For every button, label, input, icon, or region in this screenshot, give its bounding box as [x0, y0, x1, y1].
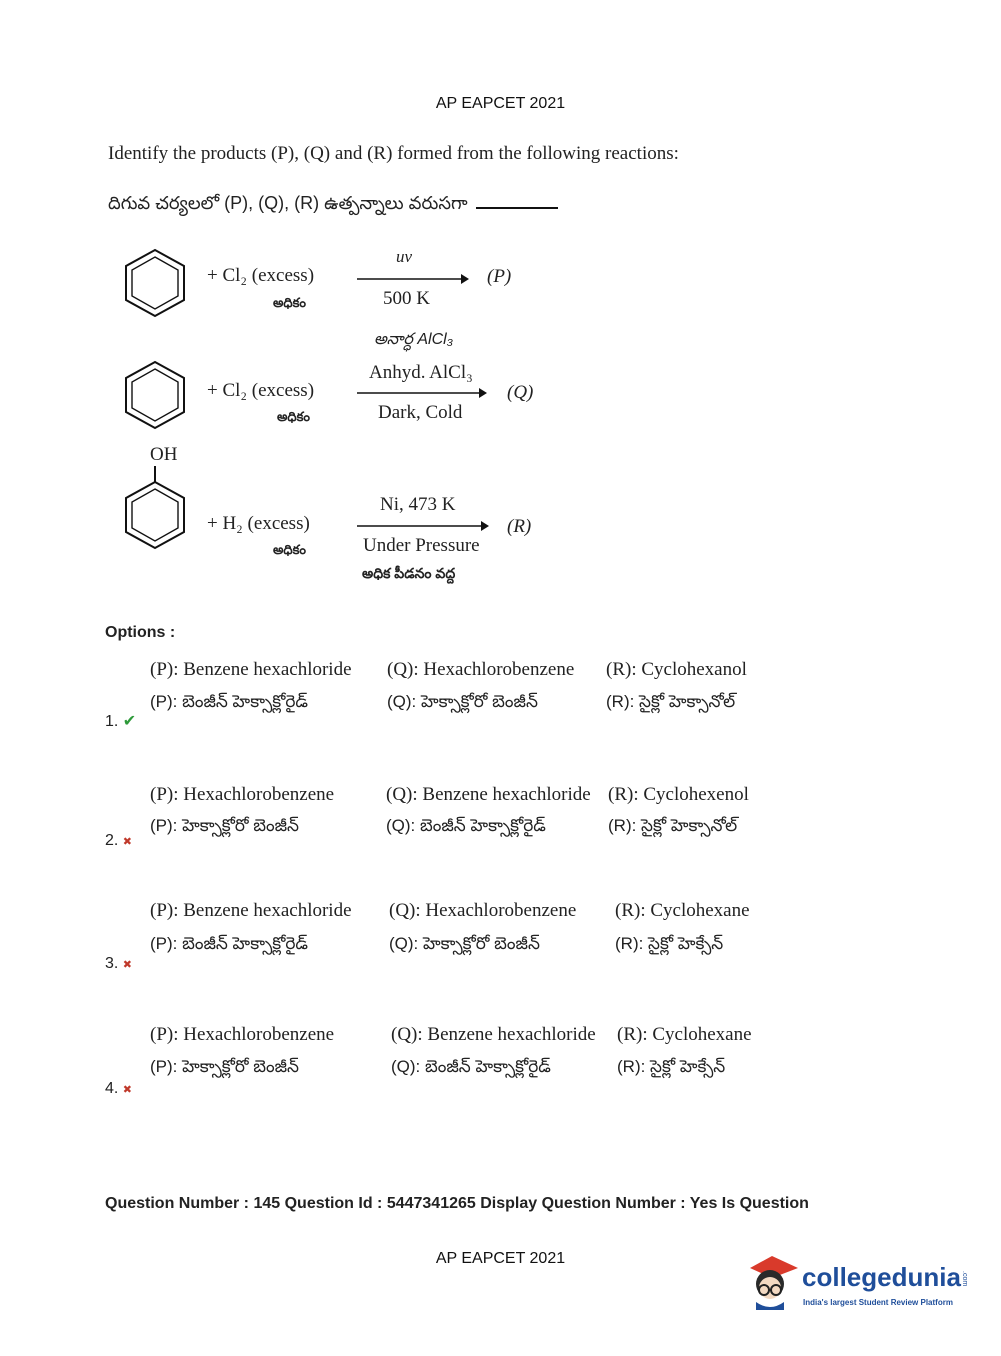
- option-1-p: (P): Benzene hexachloride: [150, 659, 352, 680]
- brand-wordmark: [802, 1262, 968, 1293]
- option-2-r-telugu: (R): సైక్లో హెక్సానోల్: [608, 816, 738, 835]
- benzene-ring-1: [118, 246, 192, 320]
- page-header: AP EAPCET 2021: [435, 95, 566, 112]
- reaction-3-condition-below-telugu: అధిక పీడనం వద్ద: [362, 565, 456, 581]
- option-3-p: (P): Benzene hexachloride: [150, 900, 352, 921]
- reaction-1-condition-above: uv: [396, 247, 413, 266]
- option-3-r: (R): Cyclohexane: [615, 900, 750, 921]
- option-2-r: (R): Cyclohexenol: [608, 784, 749, 805]
- option-2-p-telugu: (P): హెక్సాక్లోరో బెంజీన్: [150, 816, 299, 835]
- cross-icon: ✖: [122, 959, 133, 971]
- reaction-2-condition-above-telugu: అనార్ధ AlCl₃: [374, 331, 454, 348]
- option-1-p-telugu: (P): బెంజీన్ హెక్సాక్లోరైడ్: [150, 692, 309, 711]
- brand-suffix: .com: [960, 1270, 968, 1286]
- option-4-r: (R): Cyclohexane: [617, 1024, 752, 1045]
- reaction-2-condition-above: Anhyd. AlCl₃: [369, 362, 473, 383]
- option-2-number: 2.: [105, 832, 119, 849]
- reaction-2-condition-below: Dark, Cold: [378, 402, 463, 423]
- reaction-3-arrow: [357, 519, 489, 533]
- reaction-3-substituent: OH: [150, 444, 178, 465]
- check-icon: ✔: [122, 713, 137, 730]
- option-1-q: (Q): Hexachlorobenzene: [387, 659, 575, 680]
- option-4-q-telugu: (Q): బెంజీన్ హెక్సాక్లోరైడ్: [391, 1057, 551, 1076]
- reaction-1-condition-below: 500 K: [383, 288, 430, 309]
- reaction-3-reagent: + H₂ (excess): [207, 513, 310, 534]
- question-meta: Question Number : 145 Question Id : 5447341265 Display Question Number : Yes Is Question: [105, 1195, 809, 1212]
- reaction-2-reagent-telugu: అధికం: [277, 409, 310, 424]
- reaction-1-product: (P): [487, 266, 512, 287]
- option-4-r-telugu: (R): సైక్లో హెక్సేన్: [617, 1057, 726, 1076]
- option-2-p: (P): Hexachlorobenzene: [150, 784, 335, 805]
- option-4-p: (P): Hexachlorobenzene: [150, 1024, 335, 1045]
- option-3-r-telugu: (R): సైక్లో హెక్సేన్: [615, 934, 724, 953]
- brand-name: collegedunia: [802, 1262, 961, 1292]
- reaction-3-product: (R): [507, 516, 532, 537]
- option-1-q-telugu: (Q): హెక్సాక్లోరో బెంజీన్: [387, 692, 538, 711]
- reaction-2-product: (Q): [507, 382, 534, 403]
- benzene-ring-2: [118, 358, 192, 432]
- reaction-2-reagent: + Cl₂ (excess): [207, 380, 315, 401]
- option-4-number: 4.: [105, 1080, 119, 1097]
- options-label: Options :: [105, 624, 176, 641]
- option-3-q: (Q): Hexachlorobenzene: [389, 900, 577, 921]
- brand-tagline: India's largest Student Review Platform: [803, 1298, 953, 1307]
- option-3-number: 3.: [105, 955, 119, 972]
- question-text-english: Identify the products (P), (Q) and (R) formed from the following reactions:: [108, 143, 679, 164]
- option-1-r-telugu: (R): సైక్లో హెక్సానోల్: [606, 692, 736, 711]
- reaction-1-reagent-telugu: అధికం: [273, 295, 306, 310]
- reaction-1-reagent: + Cl₂ (excess): [207, 265, 315, 286]
- question-text-telugu: [108, 193, 558, 218]
- option-3[interactable]: [105, 955, 132, 973]
- reaction-3-condition-below: Under Pressure: [363, 535, 480, 556]
- option-3-p-telugu: (P): బెంజీన్ హెక్సాక్లోరైడ్: [150, 934, 309, 953]
- option-1-r: (R): Cyclohexanol: [606, 659, 747, 680]
- reaction-2-arrow: [357, 386, 487, 400]
- option-2-q: (Q): Benzene hexachloride: [386, 784, 591, 805]
- reaction-3-condition-above: Ni, 473 K: [380, 494, 456, 515]
- option-1-number: 1.: [105, 713, 119, 730]
- option-1[interactable]: [105, 711, 136, 731]
- answer-blank: [476, 207, 558, 209]
- option-4[interactable]: [105, 1080, 132, 1098]
- reaction-1-arrow: [357, 272, 469, 286]
- question-telugu-label: దిగువ చర్యలలో (P), (Q), (R) ఉత్పన్నాలు వరుసగా: [108, 193, 468, 213]
- option-4-q: (Q): Benzene hexachloride: [391, 1024, 596, 1045]
- phenol-ring: [118, 466, 192, 552]
- option-4-p-telugu: (P): హెక్సాక్లోరో బెంజీన్: [150, 1057, 299, 1076]
- collegedunia-mascot-logo: [742, 1250, 802, 1314]
- cross-icon: ✖: [122, 836, 133, 848]
- option-3-q-telugu: (Q): హెక్సాక్లోరో బెంజీన్: [389, 934, 540, 953]
- option-2[interactable]: [105, 832, 132, 850]
- cross-icon: ✖: [122, 1084, 133, 1096]
- page-footer-title: AP EAPCET 2021: [435, 1250, 566, 1267]
- option-2-q-telugu: (Q): బెంజీన్ హెక్సాక్లోరైడ్: [386, 816, 546, 835]
- reaction-3-reagent-telugu: అధికం: [273, 542, 306, 557]
